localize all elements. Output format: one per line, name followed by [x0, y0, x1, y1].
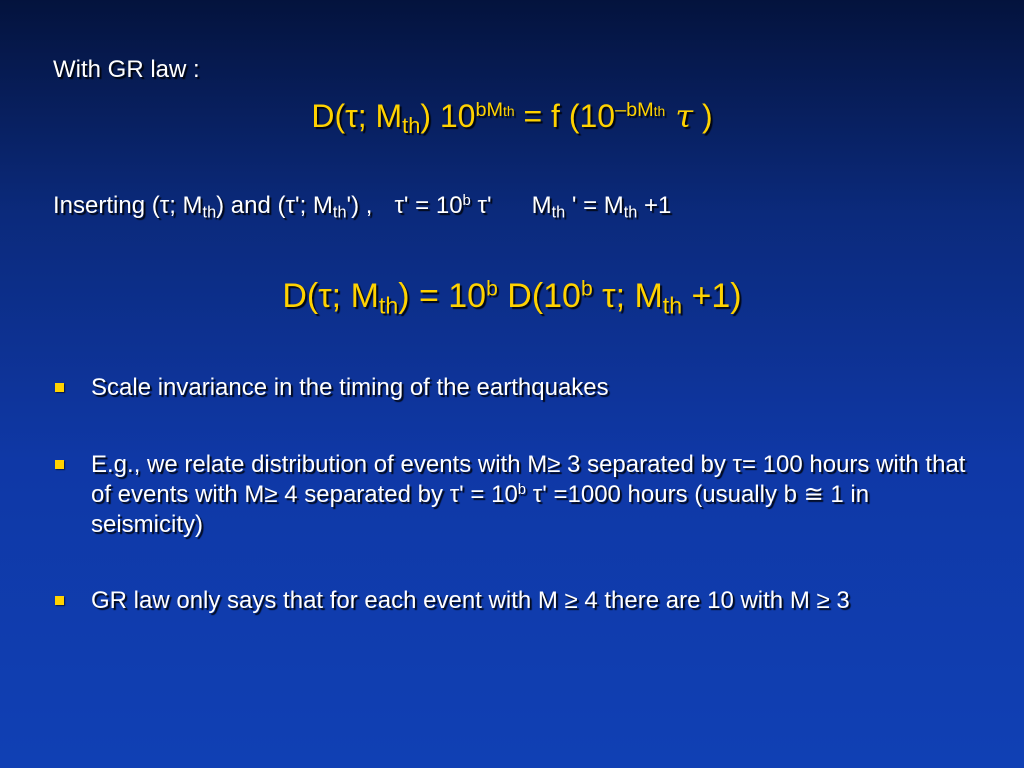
- eq1-part: ): [693, 98, 713, 134]
- bullet-marker-icon: [55, 460, 64, 469]
- inserting-subscript: th: [202, 203, 217, 222]
- inserting-part: +1: [637, 192, 672, 219]
- bullet-marker-icon: [55, 596, 64, 605]
- bullet-text: τ' =1000 hours (usually b ≅ 1 in seismicity): [91, 481, 870, 538]
- inserting-superscript: b: [462, 192, 471, 209]
- eq1-superscript: [615, 99, 665, 121]
- bullet-list: [53, 373, 983, 662]
- intro-text: [53, 55, 200, 85]
- bullet-item: [53, 373, 983, 403]
- eq1-sup-text: bM: [475, 99, 503, 122]
- inserting-text: [53, 191, 671, 221]
- eq1-subscript: th: [402, 113, 421, 139]
- inserting-part: Inserting (τ; M: [53, 192, 203, 219]
- eq2-part: D(10: [497, 277, 581, 315]
- equation-gr-law: [0, 96, 1024, 139]
- inserting-part: ) and (τ'; M: [216, 192, 333, 219]
- eq1-superscript: [475, 99, 514, 121]
- eq2-part: ) = 10: [398, 277, 487, 315]
- eq2-part: D(τ; M: [282, 277, 379, 315]
- inserting-part: ' = M: [565, 192, 624, 219]
- eq1-part: = f (10: [514, 98, 616, 134]
- eq2-part: +1): [682, 277, 742, 315]
- eq1-sup-subtext: th: [653, 103, 666, 120]
- bullet-item: [53, 450, 983, 540]
- eq1-sup-text: –bM: [615, 99, 654, 122]
- eq2-superscript: b: [580, 277, 593, 301]
- eq1-tau: τ: [665, 97, 694, 135]
- bullet-text: Scale invariance in the timing of the earthquakes: [91, 374, 609, 401]
- inserting-part: ') ,: [346, 192, 373, 219]
- inserting-part: M: [531, 192, 552, 219]
- bullet-item: [53, 586, 983, 616]
- inserting-part: τ' = 10: [394, 192, 463, 219]
- inserting-subscript: th: [623, 203, 638, 222]
- eq2-superscript: b: [486, 277, 498, 301]
- intro-label: With GR law :: [53, 56, 200, 83]
- inserting-part: τ': [470, 192, 492, 219]
- bullet-text: E.g., we relate distribution of events with M≥ 3 separated by τ= 100 hours with that of events with M≥ 4 separated by τ' = 10: [91, 451, 966, 508]
- eq1-part: D(τ; M: [311, 98, 403, 134]
- bullet-text: GR law only says that for each event with M ≥ 4 there are 10 with M ≥ 3: [91, 587, 850, 614]
- bullet-marker-icon: [55, 383, 64, 392]
- eq2-part: τ; M: [592, 277, 663, 315]
- eq1-sup-subtext: th: [503, 103, 515, 120]
- bullet-superscript: b: [517, 481, 527, 498]
- inserting-subscript: th: [332, 203, 347, 222]
- inserting-subscript: th: [551, 203, 566, 222]
- equation-scale-invariance: [0, 275, 1024, 317]
- eq2-subscript: th: [662, 292, 683, 319]
- eq1-part: ) 10: [420, 98, 476, 134]
- eq2-subscript: th: [378, 292, 399, 319]
